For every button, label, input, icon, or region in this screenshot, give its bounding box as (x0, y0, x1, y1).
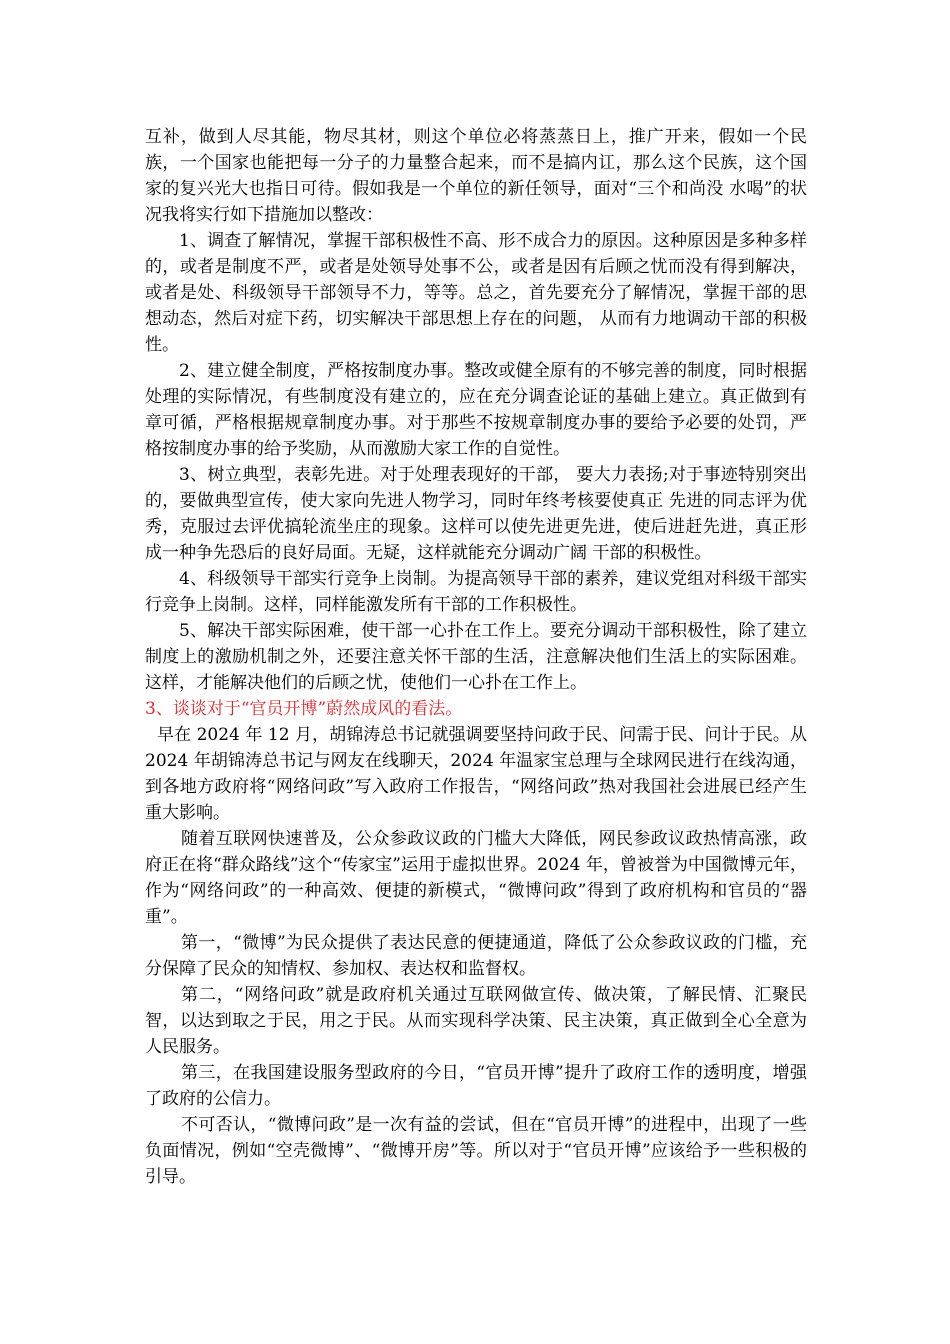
background-paragraph: 早在 2024 年 12 月，胡锦涛总书记就强调要坚持问政于民、问需于民、问计于民。从 2024 年胡锦涛总书记与网友在线聊天，2024 年温家宝总理与全球网民进行在线沟通，到各地方政府将“网络问政”写入政府工作报告，“网络问政”热对我国社会进展已经产生重大影响。 (145, 725, 807, 823)
measure-1-paragraph: 1、调查了解情况，掌握干部积极性不高、形不成合力的原因。这种原因是多种多样的，或者是制度不严，或者是处领导处事不公，或者是因有后顾之忧而没有得到解决，或者是处、科级领导干部领导不力，等等。总之，首先要充分了解情况，掌握干部的思想动态，然后对症下药，切实解决干部思想上存在的问题， 从而有力地调动干部的积极性。 (145, 231, 807, 355)
measure-3-paragraph: 3、树立典型，表彰先进。对于处理表现好的干部， 要大力表扬;对于事迹特别突出的，要做典型宣传，使大家向先进人物学习，同时年终考核要使真正 先进的同志评为优秀，克服过去评优搞轮流坐庄的现象。这样可以使先进更先进，使后进赶先进，真正形成一种争先恐后的良好局面。无疑，这样就能充分调动广阔 干部的积极性。 (145, 465, 807, 563)
measure-4-paragraph: 4、科级领导干部实行竞争上岗制。为提高领导干部的素养，建议党组对科级干部实行竞争上岗制。这样，同样能激发所有干部的工作积极性。 (145, 569, 807, 615)
intro-paragraph: 互补，做到人尽其能，物尽其材，则这个单位必将蒸蒸日上，推广开来，假如一个民 族，一个国家也能把每一分子的力量整合起来，而不是搞内讧，那么这个民族，这个国家的复兴光大也指日可待。假如我是一个单位的新任领导，面对“三个和尚没 水喝”的状况我将实行如下措施加以整改： (145, 127, 807, 225)
point-1-paragraph: 第一，“微博”为民众提供了表达民意的便捷通道，降低了公众参政议政的门槛，充分保障了民众的知情权、参加权、表达权和监督权。 (145, 933, 807, 979)
conclusion-paragraph: 不可否认，“微博问政”是一次有益的尝试，但在“官员开博”的进程中，出现了一些负面情况，例如“空壳微博”、“微博开房”等。所以对于“官员开博”应该给予一些积极的引导。 (145, 1115, 807, 1187)
document-page (145, 124, 807, 1190)
point-2-paragraph: 第二，“网络问政”就是政府机关通过互联网做宣传、做决策，了解民情、汇聚民智，以达到取之于民，用之于民。从而实现科学决策、民主决策，真正做到全心全意为人民服务。 (145, 985, 807, 1057)
measure-5-paragraph: 5、解决干部实际困难，使干部一心扑在工作上。要充分调动干部积极性，除了建立制度上的激励机制之外，还要注意关怀干部的生活，注意解决他们生活上的实际困难。这样，才能解决他们的后顾之忧，使他们一心扑在工作上。 (145, 621, 807, 693)
point-3-paragraph: 第三，在我国建设服务型政府的今日，“官员开博”提升了政府工作的透明度，增强了政府的公信力。 (145, 1063, 807, 1109)
measure-2-paragraph: 2、建立健全制度，严格按制度办事。整改或健全原有的不够完善的制度，同时根据处理的实际情况，有些制度没有建立的，应在充分调查论证的基础上建立。真正做到有章可循，严格根据规章制度办事。对于那些不按规章制度办事的要给予必要的处罚，严格按制度办事的给予奖励，从而激励大家工作的自觉性。 (145, 361, 807, 459)
internet-paragraph: 随着互联网快速普及，公众参政议政的门槛大大降低，网民参政议政热情高涨，政府正在将“群众路线”这个“传家宝”运用于虚拟世界。2024 年，曾被誉为中国微博元年，作为“网络问政”的一种高效、便捷的新模式，“微博问政”得到了政府机构和官员的“器重”。 (145, 829, 807, 927)
section-heading: 3、谈谈对于“官员开博”蔚然成风的看法。 (145, 699, 463, 719)
